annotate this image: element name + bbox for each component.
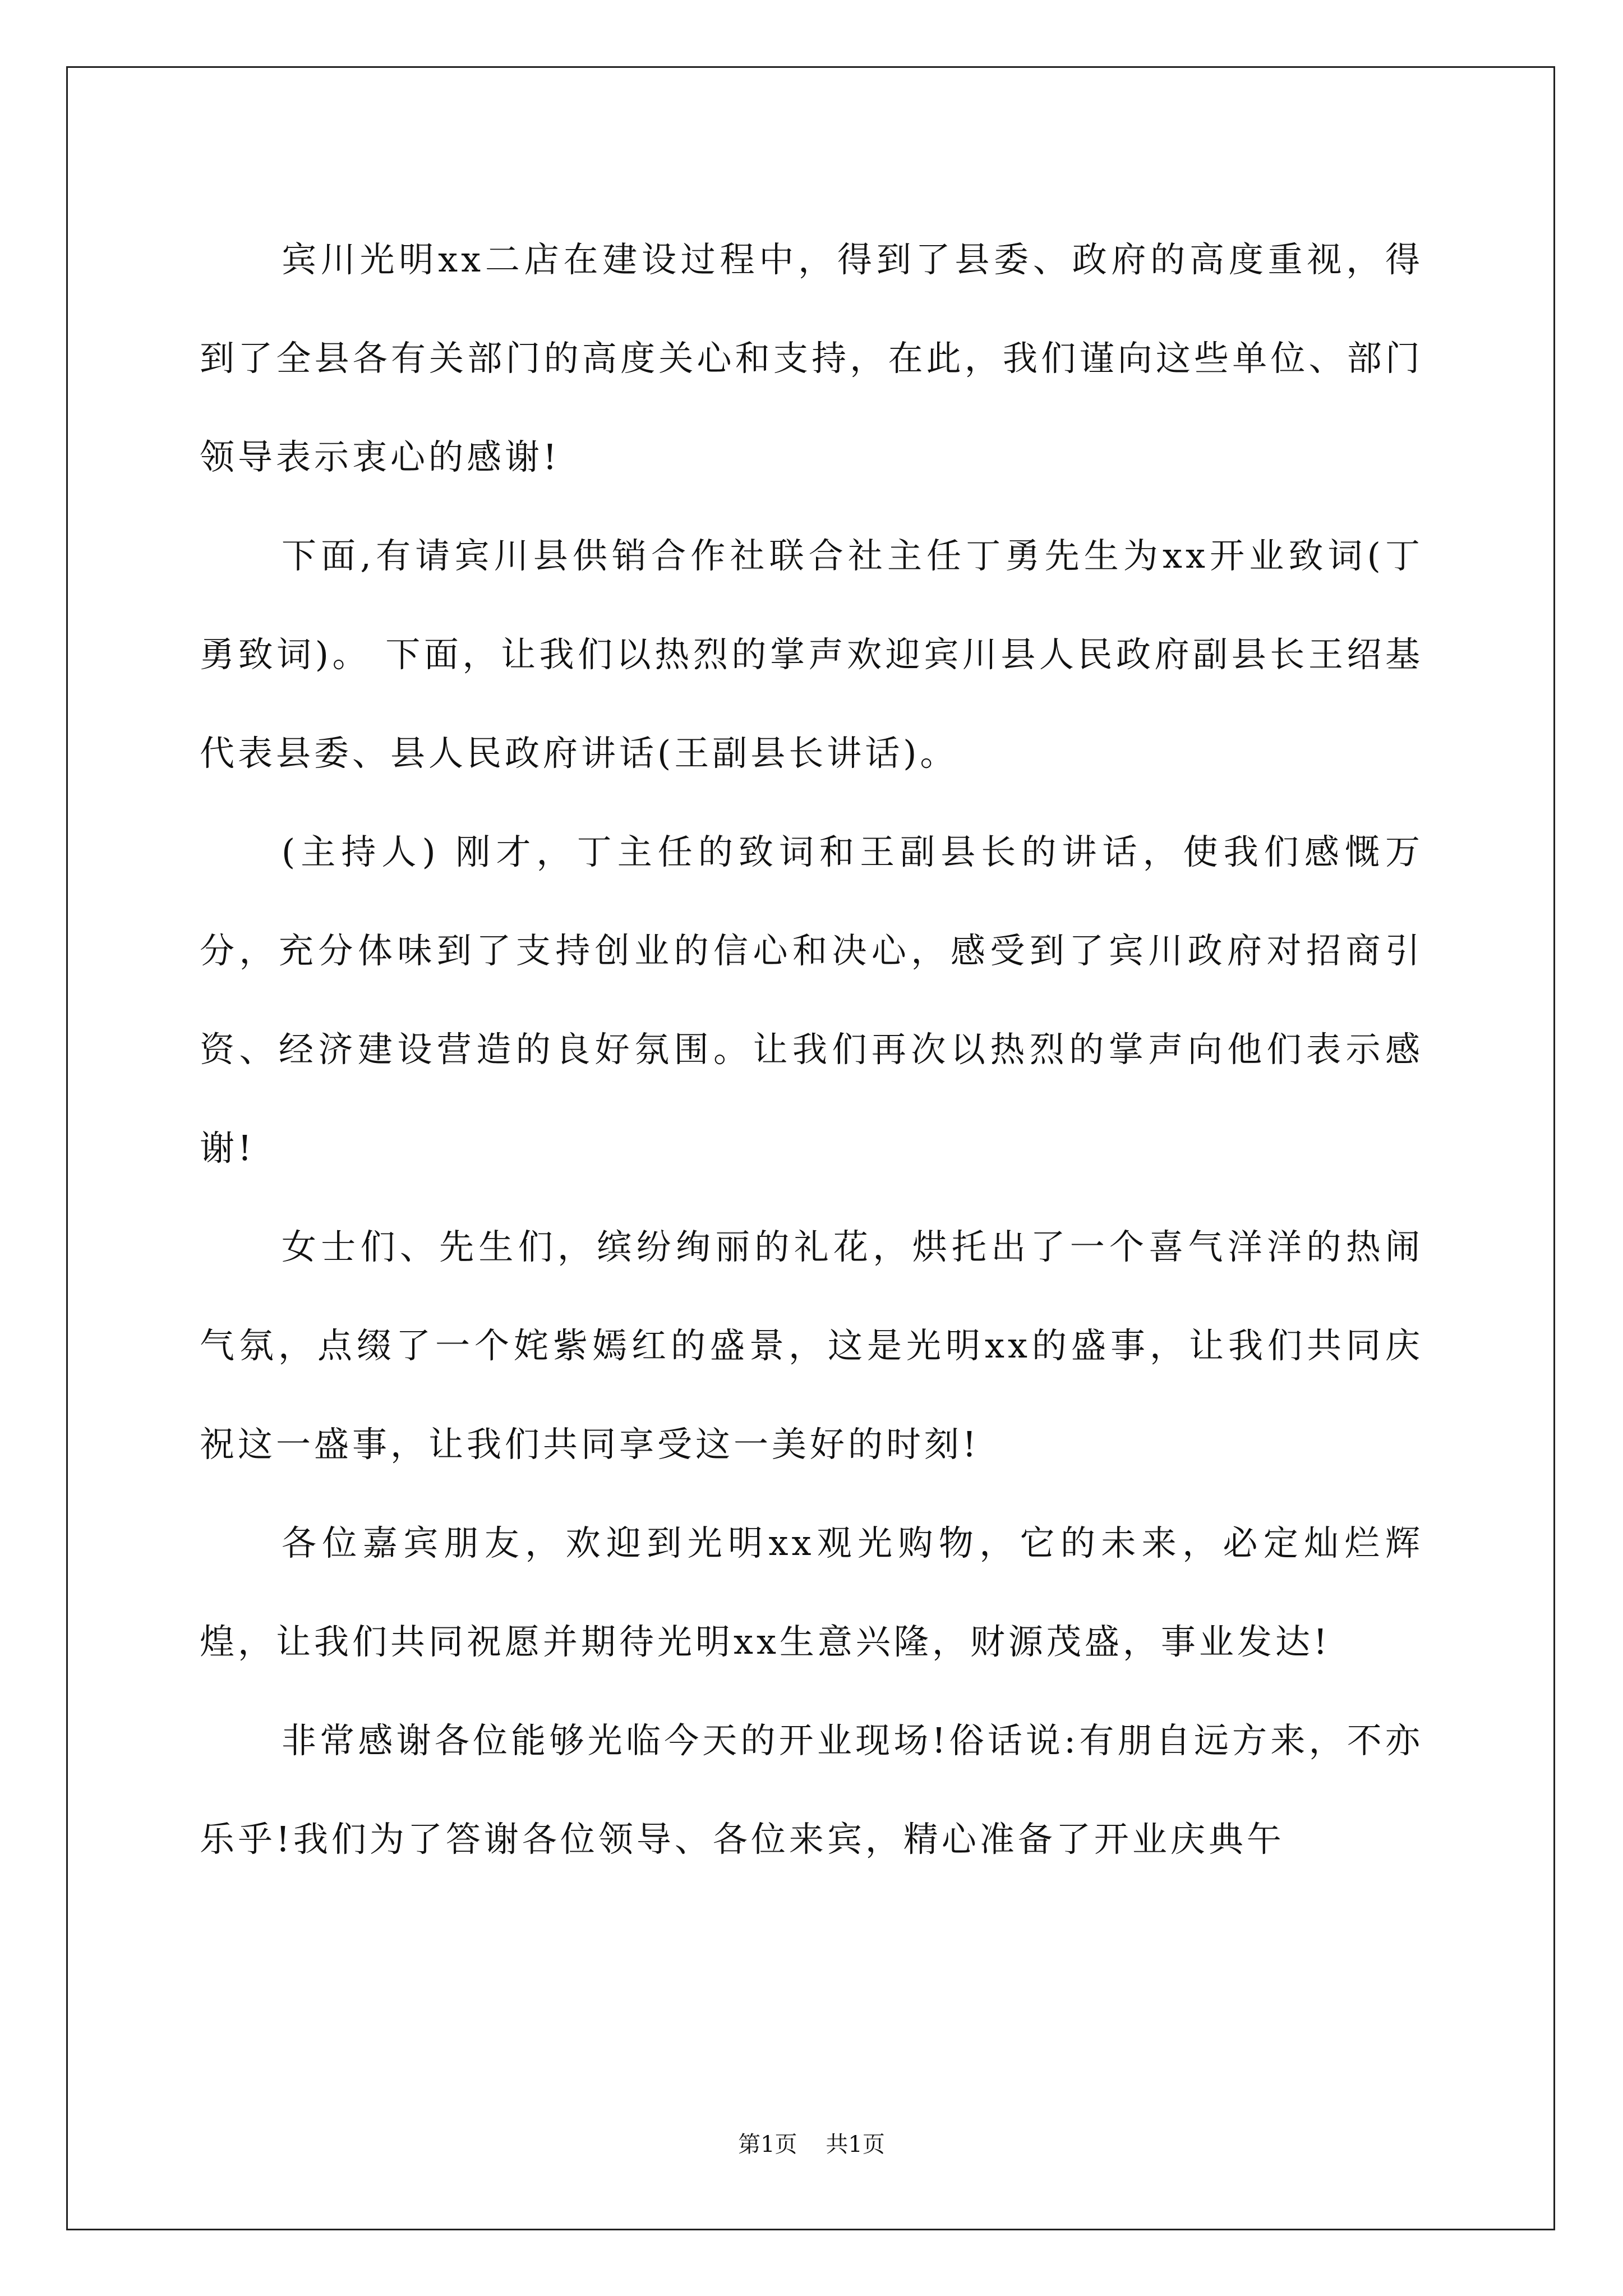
paragraph-5: 各位嘉宾朋友，欢迎到光明xx观光购物，它的未来，必定灿烂辉煌，让我们共同祝愿并期待光明xx生意兴隆，财源茂盛，事业发达!	[200, 1522, 1423, 1662]
page-total: 共1页	[826, 2132, 885, 2157]
paragraph-6: 非常感谢各位能够光临今天的开业现场!俗话说:有朋自远方来，不亦乐乎!我们为了答谢各位领导、各位来宾，精心准备了开业庆典午	[200, 1720, 1423, 1860]
paragraph-2: 下面,有请宾川县供销合作社联合社主任丁勇先生为xx开业致词(丁勇致词)。 下面，让我们以热烈的掌声欢迎宾川县人民政府副县长王绍基代表县委、县人民政府讲话(王副县长讲话)。	[200, 535, 1423, 774]
document-body	[200, 210, 1423, 1889]
paragraph-3: (主持人) 刚才，丁主任的致词和王副县长的讲话，使我们感慨万分，充分体味到了支持创业的信心和决心，感受到了宾川政府对招商引资、经济建设营造的良好氛围。让我们再次以热烈的掌声向他们表示感谢!	[200, 831, 1423, 1168]
paragraph-4: 女士们、先生们，缤纷绚丽的礼花，烘托出了一个喜气洋洋的热闹气氛，点缀了一个姹紫嫣红的盛景，这是光明xx的盛事，让我们共同庆祝这一盛事，让我们共同享受这一美好的时刻!	[200, 1226, 1423, 1465]
page-number: 第1页	[738, 2132, 797, 2157]
paragraph-1: 宾川光明xx二店在建设过程中，得到了县委、政府的高度重视，得到了全县各有关部门的高度关心和支持，在此，我们谨向这些单位、部门领导表示衷心的感谢!	[200, 239, 1423, 477]
footer-spacer	[797, 2132, 826, 2157]
page-footer	[0, 2131, 1623, 2159]
